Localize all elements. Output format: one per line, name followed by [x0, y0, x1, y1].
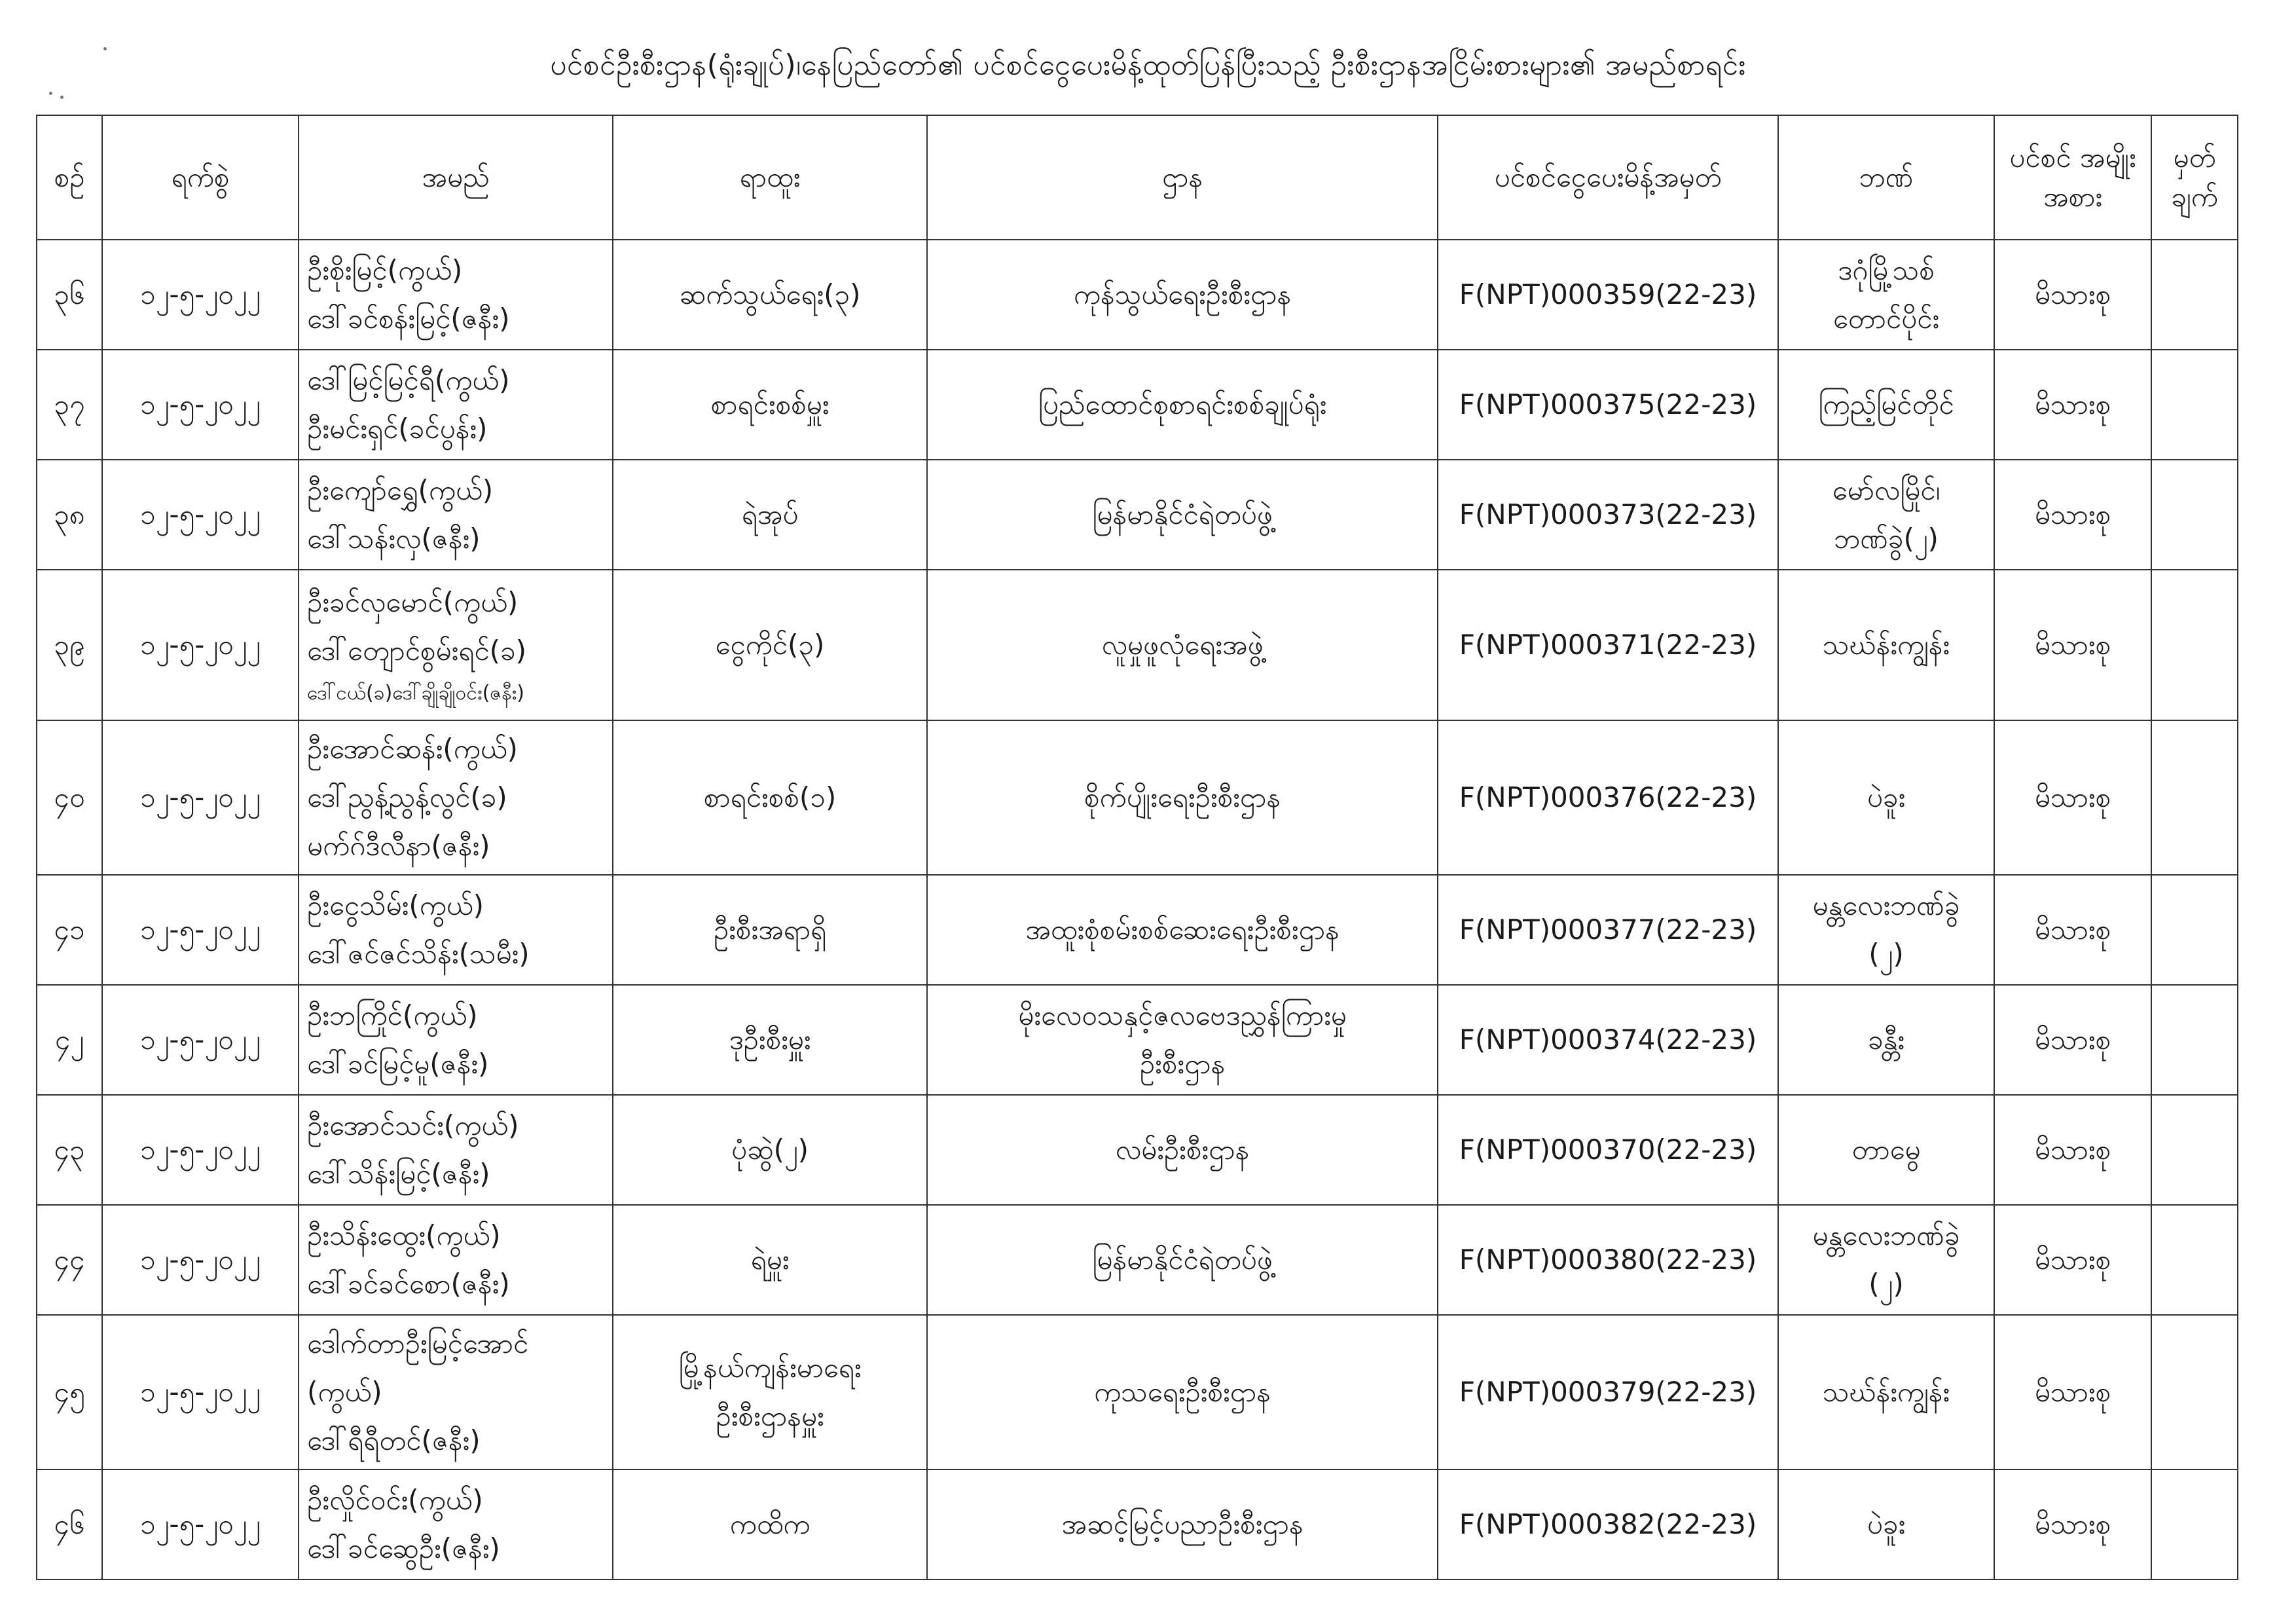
department-cell-line: ပြည်ထောင်စုစာရင်းစစ်ချုပ်ရုံး	[1038, 388, 1327, 420]
table-row	[37, 720, 2238, 875]
name-cell-line: ဦးသိန်းထွေး(ကွယ်)	[307, 1219, 501, 1251]
name-cell-line: ဦးစိုးမြင့်(ကွယ်)	[307, 254, 463, 286]
remark-cell	[2151, 570, 2238, 720]
pension-type-cell: မိသားစု	[1994, 1205, 2151, 1315]
name-cell	[299, 460, 613, 570]
date-cell: ၁၂-၅-၂၀၂၂	[102, 460, 299, 570]
name-cell-line: ဒေါ်ခင်မြင့်မူ(ဇနီး)	[307, 1048, 489, 1080]
bank-cell-line: ပဲခူး	[1867, 1508, 1906, 1540]
order-number-cell: F(NPT)000375(22-23)	[1438, 350, 1778, 460]
department-cell-line: အထူးစုံစမ်းစစ်ဆေးရေးဦးစီးဌာန	[1025, 913, 1339, 946]
document-title: ပင်စင်ဦးစီးဌာန(ရုံးချုပ်)၊နေပြည်တော်၏ ပင်စင်ငွေပေးမိန့်ထုတ်ပြန်ပြီးသည့် ဦးစီးဌာနအငြိမ်းစားများ၏ အမည်စာရင်း	[550, 48, 1746, 82]
date-cell: ၁၂-၅-၂၀၂၂	[102, 720, 299, 875]
table-row	[37, 1469, 2238, 1579]
header-serial: စဉ်	[37, 115, 102, 240]
bank-cell-line: ခန္တီး	[1868, 1024, 1904, 1056]
header-department: ဌာန	[927, 115, 1438, 240]
name-cell	[299, 1205, 613, 1315]
department-cell	[927, 720, 1438, 875]
remark-cell	[2151, 1315, 2238, 1469]
header-position: ရာထူး	[613, 115, 927, 240]
remark-cell	[2151, 875, 2238, 985]
pension-type-cell: မိသားစု	[1994, 1095, 2151, 1205]
serial-cell: ၃၉	[37, 570, 102, 720]
date-cell: ၁၂-၅-၂၀၂၂	[102, 570, 299, 720]
date-cell: ၁၂-၅-၂၀၂၂	[102, 1095, 299, 1205]
bank-cell-line: မော်လမြိုင်၊	[1832, 474, 1941, 506]
table-row	[37, 240, 2238, 350]
table-row	[37, 1205, 2238, 1315]
bank-cell-line: (၂)	[1868, 1268, 1904, 1300]
name-cell	[299, 875, 613, 985]
position-cell-line: ဦးစီးအရာရှိ	[713, 913, 827, 946]
remark-cell	[2151, 985, 2238, 1095]
name-cell-line: ဒေါ်သန်းလှ(ဇနီး)	[307, 523, 481, 555]
position-cell-line: ဦးစီးဌာနမှူး	[716, 1400, 824, 1432]
bank-cell	[1778, 985, 1994, 1095]
department-cell	[927, 1205, 1438, 1315]
department-cell-line: လမ်းဦးစီးဌာန	[1115, 1134, 1250, 1166]
bank-cell-line: တာမွေ	[1851, 1134, 1921, 1166]
department-cell-line: အဆင့်မြင့်ပညာဦးစီးဌာန	[1061, 1508, 1303, 1540]
pension-type-cell: မိသားစု	[1994, 1315, 2151, 1469]
date-cell: ၁၂-၅-၂၀၂၂	[102, 1469, 299, 1579]
bank-cell-line: သဃ်န်းကျွန်း	[1822, 629, 1950, 661]
order-number-cell: F(NPT)000374(22-23)	[1438, 985, 1778, 1095]
pension-register-table	[36, 115, 2238, 1580]
position-cell	[613, 350, 927, 460]
remark-cell	[2151, 1095, 2238, 1205]
name-cell-line: ဒေါက်တာဦးမြင့်အောင်	[307, 1327, 529, 1359]
position-cell-line: ပုံဆွဲ(၂)	[731, 1134, 809, 1166]
department-cell-line: မိုးလေဝသနှင့်ဇလဗေဒညွှန်ကြားမှု	[1018, 999, 1347, 1031]
date-cell: ၁၂-၅-၂၀၂၂	[102, 875, 299, 985]
bank-cell	[1778, 1095, 1994, 1205]
department-cell	[927, 240, 1438, 350]
pension-type-cell: မိသားစု	[1994, 460, 2151, 570]
date-cell: ၁၂-၅-၂၀၂၂	[102, 240, 299, 350]
order-number-cell: F(NPT)000373(22-23)	[1438, 460, 1778, 570]
department-cell	[927, 570, 1438, 720]
bank-cell-line: တောင်ပိုင်း	[1832, 303, 1940, 335]
department-cell-line: မြန်မာနိုင်ငံရဲတပ်ဖွဲ့	[1092, 1244, 1273, 1276]
serial-cell: ၄၂	[37, 985, 102, 1095]
scan-speck	[60, 96, 64, 99]
bank-cell	[1778, 875, 1994, 985]
name-cell	[299, 1095, 613, 1205]
order-number-cell: F(NPT)000370(22-23)	[1438, 1095, 1778, 1205]
position-cell	[613, 460, 927, 570]
bank-cell	[1778, 1469, 1994, 1579]
position-cell-line: ဒုဦးစီးမှူး	[729, 1024, 811, 1056]
name-cell-line: (ကွယ်)	[307, 1376, 382, 1408]
bank-cell-line: မန္တလေးဘဏ်ခွဲ	[1812, 1219, 1960, 1251]
header-date: ရက်စွဲ	[102, 115, 299, 240]
name-cell-line: ဦးဘကြိုင်(ကွယ်)	[307, 999, 478, 1031]
department-cell	[927, 460, 1438, 570]
name-cell-line: ဒေါ်ရီရီတင်(ဇနီး)	[307, 1424, 481, 1456]
serial-cell: ၃၈	[37, 460, 102, 570]
department-cell	[927, 1315, 1438, 1469]
department-cell	[927, 875, 1438, 985]
name-cell-line: ဦးအောင်ဆန်း(ကွယ်)	[307, 733, 518, 765]
name-cell	[299, 350, 613, 460]
order-number-cell: F(NPT)000371(22-23)	[1438, 570, 1778, 720]
bank-cell	[1778, 1315, 1994, 1469]
bank-cell	[1778, 350, 1994, 460]
name-cell-line: ဒေါ်ညွန့်ညွန့်လွင်(ခ)	[307, 781, 507, 813]
department-cell-line: လူမှုဖူလုံရေးအဖွဲ့	[1101, 629, 1264, 661]
department-cell-line: မြန်မာနိုင်ငံရဲတပ်ဖွဲ့	[1092, 498, 1273, 530]
pension-type-cell: မိသားစု	[1994, 570, 2151, 720]
name-cell	[299, 1469, 613, 1579]
position-cell	[613, 570, 927, 720]
serial-cell: ၃၇	[37, 350, 102, 460]
bank-cell-line: မန္တလေးဘဏ်ခွဲ	[1812, 889, 1960, 921]
header-order-number: ပင်စင်ငွေပေးမိန့်အမှတ်	[1438, 115, 1778, 240]
position-cell	[613, 1315, 927, 1469]
serial-cell: ၄၁	[37, 875, 102, 985]
order-number-cell: F(NPT)000359(22-23)	[1438, 240, 1778, 350]
position-cell-line: ရဲမှူး	[750, 1244, 790, 1276]
table-row	[37, 985, 2238, 1095]
bank-cell	[1778, 570, 1994, 720]
position-cell-line: စာရင်းစစ်မှူး	[710, 388, 829, 420]
order-number-cell: F(NPT)000379(22-23)	[1438, 1315, 1778, 1469]
serial-cell: ၄၆	[37, 1469, 102, 1579]
serial-cell: ၃၆	[37, 240, 102, 350]
pension-type-cell: မိသားစု	[1994, 720, 2151, 875]
scan-speck	[49, 92, 52, 95]
position-cell	[613, 1469, 927, 1579]
position-cell-line: ဆက်သွယ်ရေး(၃)	[679, 278, 861, 310]
remark-cell	[2151, 720, 2238, 875]
name-cell-line: ဦးငွေသိမ်း(ကွယ်)	[307, 889, 484, 921]
remark-cell	[2151, 350, 2238, 460]
position-cell	[613, 240, 927, 350]
header-pension-type: ပင်စင် အမျိုးအစား	[1994, 115, 2151, 240]
position-cell-line: ငွေကိုင်(၃)	[715, 629, 825, 661]
table-row	[37, 460, 2238, 570]
name-cell-line: ဦးအောင်သင်း(ကွယ်)	[307, 1109, 519, 1141]
remark-cell	[2151, 460, 2238, 570]
table-row	[37, 1095, 2238, 1205]
header-remark: မှတ် ချက်	[2151, 115, 2238, 240]
department-cell	[927, 350, 1438, 460]
name-cell	[299, 570, 613, 720]
remark-cell	[2151, 240, 2238, 350]
position-cell-line: မြို့နယ်ကျန်းမာရေး	[678, 1352, 862, 1384]
header-row	[37, 115, 2238, 240]
name-cell-line: မက်ဂ်ဒီလီနာ(ဇနီး)	[307, 830, 490, 862]
department-cell	[927, 985, 1438, 1095]
date-cell: ၁၂-၅-၂၀၂၂	[102, 1205, 299, 1315]
name-cell-line: ဒေါ်ငယ်(ခ)ဒေါ်ချိုချိုဝင်း(ဇနီး)	[307, 682, 524, 705]
serial-cell: ၄၀	[37, 720, 102, 875]
name-cell-line: ဒေါ်တျောင်စွမ်းရင်(ခ)	[307, 635, 527, 667]
department-cell-line: ကုသရေးဦးစီးဌာန	[1094, 1376, 1271, 1408]
bank-cell	[1778, 1205, 1994, 1315]
name-cell	[299, 720, 613, 875]
position-cell-line: စာရင်းစစ်(၁)	[703, 781, 837, 813]
order-number-cell: F(NPT)000377(22-23)	[1438, 875, 1778, 985]
pension-type-cell: မိသားစု	[1994, 240, 2151, 350]
order-number-cell: F(NPT)000380(22-23)	[1438, 1205, 1778, 1315]
name-cell-line: ဒေါ်မြင့်မြင့်ရီ(ကွယ်)	[307, 364, 510, 396]
position-cell	[613, 875, 927, 985]
name-cell-line: ဒေါ်ခင်စန်းမြင့်(ဇနီး)	[307, 303, 510, 335]
bank-cell-line: ကြည့်မြင်တိုင်	[1818, 388, 1954, 420]
pension-type-cell: မိသားစု	[1994, 875, 2151, 985]
remark-cell	[2151, 1205, 2238, 1315]
name-cell-line: ဦးခင်လှမောင်(ကွယ်)	[307, 586, 519, 618]
serial-cell: ၄၄	[37, 1205, 102, 1315]
bank-cell	[1778, 460, 1994, 570]
name-cell-line: ဦးကျော်ရွှေ(ကွယ်)	[307, 474, 494, 506]
department-cell-line: ကုန်သွယ်ရေးဦးစီးဌာန	[1073, 278, 1292, 310]
serial-cell: ၄၃	[37, 1095, 102, 1205]
position-cell	[613, 985, 927, 1095]
name-cell	[299, 985, 613, 1095]
name-cell-line: ဒေါ်ဇင်ဇင်သိန်း(သမီး)	[307, 938, 530, 970]
bank-cell-line: (၂)	[1868, 938, 1904, 970]
name-cell	[299, 1315, 613, 1469]
position-cell	[613, 1205, 927, 1315]
name-cell-line: ဦးလှိုင်ဝင်း(ကွယ်)	[307, 1484, 483, 1516]
table-row	[37, 875, 2238, 985]
order-number-cell: F(NPT)000382(22-23)	[1438, 1469, 1778, 1579]
department-cell	[927, 1095, 1438, 1205]
header-name: အမည်	[299, 115, 613, 240]
name-cell-line: ဒေါ်သိန်းမြင့်(ဇနီး)	[307, 1158, 490, 1190]
position-cell-line: ရဲအုပ်	[741, 498, 799, 530]
remark-cell	[2151, 1469, 2238, 1579]
table-row	[37, 1315, 2238, 1469]
pension-type-cell: မိသားစု	[1994, 1469, 2151, 1579]
bank-cell-line: သဃ်န်းကျွန်း	[1822, 1376, 1950, 1408]
position-cell	[613, 1095, 927, 1205]
date-cell: ၁၂-၅-၂၀၂၂	[102, 985, 299, 1095]
pension-type-cell: မိသားစု	[1994, 985, 2151, 1095]
bank-cell-line: ဘဏ်ခွဲ(၂)	[1834, 523, 1939, 555]
header-bank: ဘဏ်	[1778, 115, 1994, 240]
department-cell	[927, 1469, 1438, 1579]
pension-type-cell: မိသားစု	[1994, 350, 2151, 460]
date-cell: ၁၂-၅-၂၀၂၂	[102, 1315, 299, 1469]
name-cell-line: ဦးမင်းရှင်(ခင်ပွန်း)	[307, 413, 488, 445]
position-cell-line: ကထိက	[729, 1508, 811, 1540]
bank-cell	[1778, 720, 1994, 875]
department-cell-line: စိုက်ပျိုးရေးဦးစီးဌာန	[1084, 781, 1281, 813]
position-cell	[613, 720, 927, 875]
name-cell-line: ဒေါ်ခင်ခင်စော(ဇနီး)	[307, 1268, 510, 1300]
bank-cell-line: ဒဂုံမြို့သစ်	[1838, 254, 1935, 286]
table-row	[37, 350, 2238, 460]
table-row	[37, 570, 2238, 720]
date-cell: ၁၂-၅-၂၀၂၂	[102, 350, 299, 460]
bank-cell	[1778, 240, 1994, 350]
order-number-cell: F(NPT)000376(22-23)	[1438, 720, 1778, 875]
serial-cell: ၄၅	[37, 1315, 102, 1469]
name-cell	[299, 240, 613, 350]
name-cell-line: ဒေါ်ခင်ဆွေဦး(ဇနီး)	[307, 1532, 500, 1564]
bank-cell-line: ပဲခူး	[1867, 781, 1906, 813]
department-cell-line: ဦးစီးဌာန	[1139, 1048, 1226, 1080]
